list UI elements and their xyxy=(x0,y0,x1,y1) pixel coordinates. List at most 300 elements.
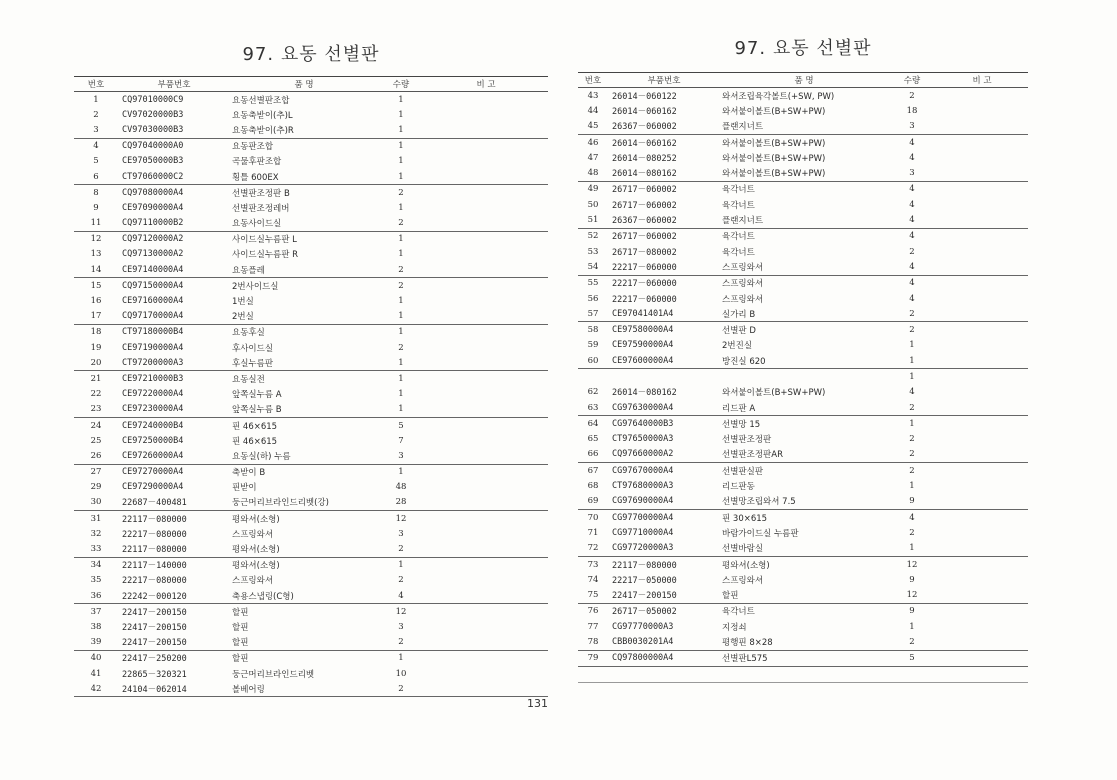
remarks xyxy=(424,293,548,308)
quantity: 9 xyxy=(909,496,915,507)
row-number: 69 xyxy=(587,496,599,507)
header-part-name: 품 명 xyxy=(230,77,378,92)
remarks xyxy=(424,464,548,480)
part-number: CG97640000B3 xyxy=(608,416,720,432)
row-number: 65 xyxy=(587,434,599,445)
remarks xyxy=(424,495,548,511)
table-row xyxy=(578,212,1028,228)
row-number: 12 xyxy=(74,231,118,247)
quantity: 4 xyxy=(909,387,915,398)
part-name: 핀받이 xyxy=(232,483,257,494)
remarks xyxy=(936,119,1028,135)
quantity: 1 xyxy=(909,543,915,554)
part-name: 실가리 B xyxy=(722,309,756,320)
row-number: 40 xyxy=(74,650,118,666)
quantity: 2 xyxy=(909,246,915,257)
row-number: 70 xyxy=(578,510,608,526)
row-number: 26 xyxy=(90,450,102,461)
left-table-header xyxy=(74,77,548,92)
table-row xyxy=(74,402,548,418)
table-row xyxy=(578,634,1028,650)
remarks xyxy=(936,416,1028,432)
table-row xyxy=(74,200,548,215)
quantity: 3 xyxy=(398,528,404,539)
table-row xyxy=(578,619,1028,634)
row-number: 62 xyxy=(587,387,599,398)
part-name: 와셔붙이볼트(B+SW+PW) xyxy=(722,153,826,164)
quantity: 2 xyxy=(378,185,424,201)
part-name: 선별망조립와셔 7.5 xyxy=(722,497,796,508)
row-number: 67 xyxy=(578,463,608,479)
remarks xyxy=(424,324,548,340)
right-parts-table xyxy=(578,72,1028,667)
part-name: 스프링와셔 xyxy=(722,294,764,305)
row-number: 11 xyxy=(90,218,102,229)
table-row xyxy=(578,447,1028,463)
table-row xyxy=(578,181,1028,197)
quantity: 1 xyxy=(378,557,424,573)
quantity: 1 xyxy=(378,231,424,247)
part-number: CE97580000A4 xyxy=(608,322,720,338)
part-number: CE97050000B3 xyxy=(122,156,184,167)
row-number: 75 xyxy=(587,590,599,601)
part-name: 육각너트 xyxy=(722,247,755,258)
row-number: 58 xyxy=(578,322,608,338)
quantity: 2 xyxy=(909,308,915,319)
part-name: 요동선별판조합 xyxy=(230,92,378,108)
table-row xyxy=(578,541,1028,557)
remarks xyxy=(424,340,548,355)
part-name: 스프링와셔 xyxy=(720,275,888,291)
quantity: 2 xyxy=(398,218,404,229)
row-number: 59 xyxy=(587,340,599,351)
row-number: 37 xyxy=(74,604,118,620)
table-row xyxy=(74,262,548,278)
part-number: 22217－050000 xyxy=(612,575,677,586)
row-number: 46 xyxy=(578,134,608,150)
table-row xyxy=(578,510,1028,526)
remarks xyxy=(424,169,548,185)
remarks xyxy=(424,92,548,108)
table-row xyxy=(74,309,548,325)
remarks xyxy=(936,525,1028,540)
table-row xyxy=(74,216,548,232)
part-number: 26014－060122 xyxy=(612,91,677,102)
remarks xyxy=(936,478,1028,493)
part-name: 선별판조정레버 xyxy=(232,203,290,214)
part-name: 횡틀 600EX xyxy=(232,172,279,183)
quantity: 1 xyxy=(398,249,404,260)
part-name: 육각너트 xyxy=(720,603,888,619)
part-number: 22687－400481 xyxy=(122,498,187,509)
quantity: 1 xyxy=(378,371,424,387)
part-name: 2번진실 xyxy=(722,341,753,352)
row-number: 31 xyxy=(74,511,118,527)
row-number: 47 xyxy=(587,152,599,163)
part-number: CG97630000A4 xyxy=(612,402,674,413)
quantity: 1 xyxy=(909,340,915,351)
table-row xyxy=(74,666,548,681)
remarks xyxy=(936,432,1028,447)
row-number: 36 xyxy=(90,590,102,601)
row-number: 53 xyxy=(587,246,599,257)
row-number: 60 xyxy=(587,355,599,366)
part-name: 스프링와셔 xyxy=(722,575,764,586)
part-number: 22217－080000 xyxy=(122,576,187,587)
part-name: 평행핀 8×28 xyxy=(722,638,773,649)
part-name: 할핀 xyxy=(232,622,249,633)
part-number: CQ97170000A4 xyxy=(122,311,184,322)
remarks xyxy=(424,402,548,418)
table-row xyxy=(74,122,548,138)
row-number: 4 xyxy=(74,138,118,154)
table-row xyxy=(578,103,1028,118)
table-row xyxy=(74,573,548,588)
quantity: 1 xyxy=(378,92,424,108)
row-number: 14 xyxy=(90,264,102,275)
part-number: 24104－062014 xyxy=(118,681,230,697)
part-name: 와셔붙이볼트(B+SW+PW) xyxy=(722,388,826,399)
quantity: 1 xyxy=(378,324,424,340)
remarks xyxy=(424,480,548,495)
part-name: 둥근머리브라인드리벳 xyxy=(232,669,315,680)
part-name: 요동축받이(추)R xyxy=(232,125,294,136)
quantity: 1 xyxy=(378,650,424,666)
part-number: CE97240000B4 xyxy=(118,417,230,433)
remarks xyxy=(424,511,548,527)
part-number: CV97020000B3 xyxy=(122,109,184,120)
quantity: 2 xyxy=(398,342,404,353)
table-row xyxy=(74,355,548,371)
quantity: 1 xyxy=(398,404,404,415)
remarks xyxy=(424,681,548,697)
part-name: 요동실전 xyxy=(230,371,378,387)
quantity: 2 xyxy=(398,575,404,586)
part-number: 22417－200150 xyxy=(612,591,677,602)
row-number: 16 xyxy=(90,296,102,307)
remarks xyxy=(936,212,1028,228)
part-name: 선별판조정판 xyxy=(722,435,772,446)
part-number: CE97090000A4 xyxy=(122,202,184,213)
part-number: CQ97130000A2 xyxy=(122,249,184,260)
part-number: 22417－200150 xyxy=(118,604,230,620)
part-number: CQ97110000B2 xyxy=(122,218,184,229)
part-number: 26717－060002 xyxy=(608,228,720,244)
quantity: 1 xyxy=(398,311,404,322)
part-number: CE97230000A4 xyxy=(122,404,184,415)
part-number: CE97600000A4 xyxy=(612,355,674,366)
remarks xyxy=(936,572,1028,587)
quantity: 1 xyxy=(888,369,936,385)
row-number: 79 xyxy=(578,650,608,666)
row-number: 34 xyxy=(74,557,118,573)
part-number: CE97220000A4 xyxy=(122,389,184,400)
part-number: CE97250000B4 xyxy=(122,435,184,446)
table-row xyxy=(578,338,1028,353)
part-name: 후실누름판 xyxy=(232,358,274,369)
part-number: CE97210000B3 xyxy=(118,371,230,387)
part-number: CQ97080000A4 xyxy=(118,185,230,201)
table-row xyxy=(74,138,548,154)
part-name: 요동플레 xyxy=(232,265,265,276)
quantity: 10 xyxy=(395,668,407,679)
row-number: 43 xyxy=(587,90,599,101)
part-name: 플랜지너트 xyxy=(722,216,764,227)
part-number: 22865－320321 xyxy=(122,669,187,680)
quantity: 1 xyxy=(378,138,424,154)
quantity: 2 xyxy=(909,90,915,101)
table-row xyxy=(74,387,548,402)
part-number: CE97041401A4 xyxy=(612,308,674,319)
part-name: 요동후실 xyxy=(230,324,378,340)
table-row xyxy=(578,353,1028,369)
header-remarks: 비 고 xyxy=(424,77,548,92)
remarks xyxy=(936,400,1028,416)
remarks xyxy=(936,88,1028,104)
quantity: 1 xyxy=(398,202,404,213)
part-number: CV97030000B3 xyxy=(122,124,184,135)
row-number: 30 xyxy=(90,497,102,508)
row-number: 48 xyxy=(587,168,599,179)
table-row xyxy=(74,464,548,480)
part-number: CE97190000A4 xyxy=(122,342,184,353)
row-number: 6 xyxy=(93,171,99,182)
row-number: 68 xyxy=(587,481,599,492)
left-page-title: 97. 요동 선별판 xyxy=(242,44,380,65)
remarks xyxy=(936,103,1028,118)
remarks xyxy=(936,134,1028,150)
row-number: 63 xyxy=(587,402,599,413)
remarks xyxy=(936,244,1028,259)
part-number: CT97200000A3 xyxy=(122,357,184,368)
part-number: CQ97040000A0 xyxy=(118,138,230,154)
part-name xyxy=(720,369,888,385)
quantity: 1 xyxy=(398,357,404,368)
part-name: 축용스냅링(C형) xyxy=(232,591,294,602)
row-number: 51 xyxy=(587,215,599,226)
remarks xyxy=(424,231,548,247)
quantity: 4 xyxy=(888,275,936,291)
table-row xyxy=(578,228,1028,244)
row-number: 9 xyxy=(93,202,99,213)
table-row xyxy=(74,92,548,108)
remarks xyxy=(936,369,1028,385)
row-number: 3 xyxy=(93,124,99,135)
quantity: 9 xyxy=(909,574,915,585)
quantity: 12 xyxy=(906,590,918,601)
part-name: 요동사이드실 xyxy=(232,219,282,230)
part-number: 26014－080162 xyxy=(612,169,677,180)
row-number: 23 xyxy=(90,404,102,415)
part-name: 요동실(하) 누름 xyxy=(232,451,291,462)
remarks xyxy=(424,107,548,122)
remarks xyxy=(936,228,1028,244)
row-number: 38 xyxy=(90,621,102,632)
remarks xyxy=(424,185,548,201)
quantity: 4 xyxy=(909,261,915,272)
part-name: 할핀 xyxy=(722,591,739,602)
table-row xyxy=(74,448,548,464)
part-name: 2번실 xyxy=(232,312,254,323)
part-number: CQ97800000A4 xyxy=(608,650,720,666)
part-name: 스프링와셔 xyxy=(232,529,274,540)
part-name: 요동축받이(추)L xyxy=(232,110,293,121)
table-row xyxy=(578,650,1028,666)
quantity: 2 xyxy=(909,434,915,445)
table-row xyxy=(578,322,1028,338)
quantity: 2 xyxy=(909,449,915,460)
row-number: 2 xyxy=(93,109,99,120)
quantity: 2 xyxy=(378,278,424,294)
part-number: CG97700000A4 xyxy=(608,510,720,526)
quantity: 7 xyxy=(398,435,404,446)
header-no: 번호 xyxy=(578,73,608,88)
table-row xyxy=(74,541,548,557)
part-name: 평와셔(소형) xyxy=(232,545,280,556)
quantity: 28 xyxy=(395,497,407,508)
quantity: 4 xyxy=(909,152,915,163)
header-remarks: 비 고 xyxy=(936,73,1028,88)
part-number: CQ97660000A2 xyxy=(612,449,674,460)
part-number: 22217－080000 xyxy=(122,529,187,540)
row-number: 64 xyxy=(578,416,608,432)
part-number: CG97720000A3 xyxy=(612,543,674,554)
part-number: CE97270000A4 xyxy=(118,464,230,480)
table-row xyxy=(578,416,1028,432)
part-name: 와셔붙이볼트(B+SW+PW) xyxy=(722,106,826,117)
part-name: 바람가이드실 누름판 xyxy=(722,528,799,539)
part-name: 둥근머리브라인드리벳(강) xyxy=(232,498,329,509)
row-number: 35 xyxy=(90,575,102,586)
part-name: 앞쪽실누름 B xyxy=(232,405,282,416)
table-row xyxy=(74,417,548,433)
remarks xyxy=(424,154,548,169)
quantity: 5 xyxy=(888,650,936,666)
part-number: 22117－080000 xyxy=(118,511,230,527)
row-number xyxy=(578,369,608,385)
remarks xyxy=(936,353,1028,369)
table-row xyxy=(74,169,548,185)
remarks xyxy=(424,557,548,573)
table-row xyxy=(74,511,548,527)
remarks xyxy=(424,588,548,604)
part-number: 26014－080162 xyxy=(612,388,677,399)
table-row xyxy=(74,604,548,620)
table-row xyxy=(578,275,1028,291)
table-row xyxy=(578,463,1028,479)
part-number: CE97290000A4 xyxy=(122,482,184,493)
table-row xyxy=(74,619,548,634)
part-number: CQ97010000C9 xyxy=(118,92,230,108)
table-row xyxy=(74,107,548,122)
remarks xyxy=(936,150,1028,165)
part-number: 22217－060000 xyxy=(612,294,677,305)
quantity: 4 xyxy=(888,134,936,150)
table-row xyxy=(578,259,1028,275)
part-name: 평와셔(소형) xyxy=(230,557,378,573)
table-row xyxy=(578,369,1028,385)
table-row xyxy=(578,494,1028,510)
table-row xyxy=(578,572,1028,587)
part-number: CT97680000A3 xyxy=(612,481,674,492)
row-number: 52 xyxy=(578,228,608,244)
quantity: 2 xyxy=(888,463,936,479)
remarks xyxy=(424,309,548,325)
remarks xyxy=(424,433,548,448)
quantity: 1 xyxy=(888,416,936,432)
part-name: 스프링와셔 xyxy=(722,262,764,273)
remarks xyxy=(424,200,548,215)
row-number: 18 xyxy=(74,324,118,340)
remarks xyxy=(424,619,548,634)
part-name: 선별판조정판AR xyxy=(722,450,783,461)
part-number: CQ97120000A2 xyxy=(118,231,230,247)
row-number: 39 xyxy=(90,637,102,648)
row-number: 44 xyxy=(587,105,599,116)
quantity: 2 xyxy=(398,544,404,555)
row-number: 66 xyxy=(587,449,599,460)
quantity: 2 xyxy=(909,637,915,648)
table-row xyxy=(74,154,548,169)
right-page-title: 97. 요동 선별판 xyxy=(734,38,872,59)
table-row xyxy=(74,231,548,247)
remarks xyxy=(424,262,548,278)
part-name: 1번실 xyxy=(232,297,254,308)
part-name: 축받이 B xyxy=(230,464,378,480)
part-name: 지정쇠 xyxy=(722,622,747,633)
part-number: CE97260000A4 xyxy=(122,450,184,461)
quantity: 18 xyxy=(906,105,918,116)
page-number: 131 xyxy=(527,697,548,710)
part-number: CE97590000A4 xyxy=(612,340,674,351)
part-number: 22117－080000 xyxy=(608,556,720,572)
remarks xyxy=(936,463,1028,479)
remarks xyxy=(936,556,1028,572)
table-row xyxy=(74,293,548,308)
quantity: 1 xyxy=(398,296,404,307)
row-number: 21 xyxy=(74,371,118,387)
part-name: 평와셔(소형) xyxy=(230,511,378,527)
quantity: 4 xyxy=(888,510,936,526)
part-number: 22417－200150 xyxy=(122,638,187,649)
remarks xyxy=(424,650,548,666)
quantity: 3 xyxy=(398,621,404,632)
row-number: 15 xyxy=(74,278,118,294)
table-row xyxy=(74,681,548,697)
quantity: 2 xyxy=(398,264,404,275)
part-number: CE97140000A4 xyxy=(122,264,184,275)
remarks xyxy=(424,355,548,371)
quantity: 4 xyxy=(909,199,915,210)
table-row xyxy=(74,650,548,666)
part-number: 22117－140000 xyxy=(118,557,230,573)
remarks xyxy=(936,259,1028,275)
quantity: 1 xyxy=(909,355,915,366)
row-number: 19 xyxy=(90,342,102,353)
table-row xyxy=(578,400,1028,416)
part-number: CBB0030201A4 xyxy=(612,637,674,648)
table-row xyxy=(74,371,548,387)
left-parts-table xyxy=(74,76,548,697)
quantity: 3 xyxy=(909,168,915,179)
remarks xyxy=(424,666,548,681)
row-number: 55 xyxy=(578,275,608,291)
table-row xyxy=(74,635,548,651)
row-number: 42 xyxy=(74,681,118,697)
part-number: CQ97150000A4 xyxy=(118,278,230,294)
part-number: 26014－060162 xyxy=(608,134,720,150)
remarks xyxy=(424,541,548,557)
